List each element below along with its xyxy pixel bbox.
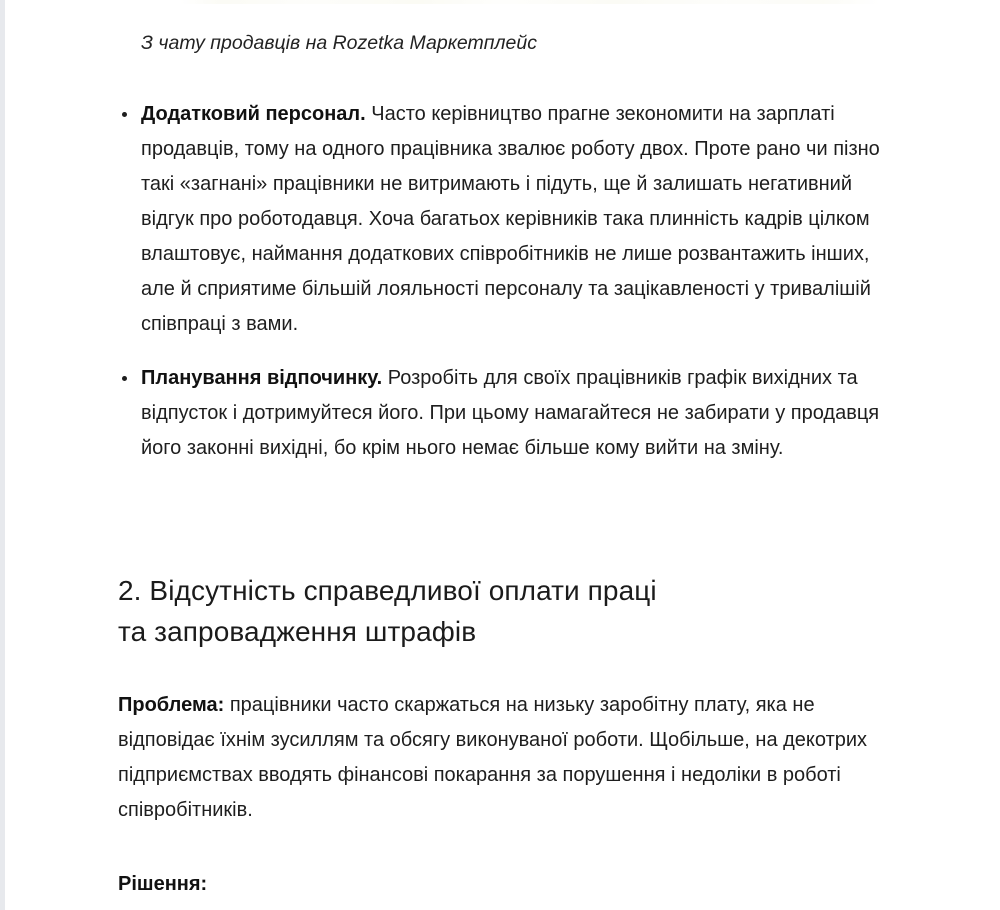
list-item-body: Часто керівництво прагне зекономити на зарплаті продавців, тому на одного працівника звалює роботу двох. Проте рано чи пізно такі «загнані» працівники не витримають і підуть, ще й залишать негативний відгук про роботодавця. Хоча багатьох керівників така плинність кадрів цілком влаштовує, наймання додаткових співробітників не лише розвантажить інших, але й сприятиме більшій лояльності персоналу та зацікавленості у тривалішій співпраці з вами. xyxy=(141,103,880,335)
list-item xyxy=(118,361,908,466)
bullet-dot-icon xyxy=(122,376,127,381)
left-gutter-strip xyxy=(0,0,5,910)
bullet-dot-icon xyxy=(122,112,127,117)
section-heading-line-1: 2. Відсутність справедливої оплати праці xyxy=(118,575,657,606)
problem-label: Проблема: xyxy=(118,694,225,716)
list-item-lead: Додатковий персонал. xyxy=(141,103,366,125)
list-item xyxy=(118,97,908,342)
list-item-body: Розробіть для своїх працівників графік вихідних та відпусток і дотримуйтеся його. При цьому намагайтеся не забирати у продавця його законні вихідні, бо крім нього немає більше кому вийти на зміну. xyxy=(141,367,880,459)
solution-label: Рішення: xyxy=(118,873,208,895)
section-heading-line-2: та запровадження штрафів xyxy=(118,616,477,647)
problem-paragraph xyxy=(118,688,903,828)
image-caption: З чату продавців на Rozetka Маркетплейс xyxy=(141,32,537,54)
clipped-text-ghost xyxy=(180,0,880,4)
advice-bullet-list xyxy=(118,97,908,466)
section-heading xyxy=(118,570,657,652)
problem-body: працівники часто скаржаться на низьку заробітну плату, яка не відповідає їхнім зусиллям та обсягу виконуваної роботи. Щобільше, на декотрих підприємствах вводять фінансові покарання за порушення і недоліки в роботі співробітників. xyxy=(118,694,868,821)
list-item-lead: Планування відпочинку. xyxy=(141,367,383,389)
